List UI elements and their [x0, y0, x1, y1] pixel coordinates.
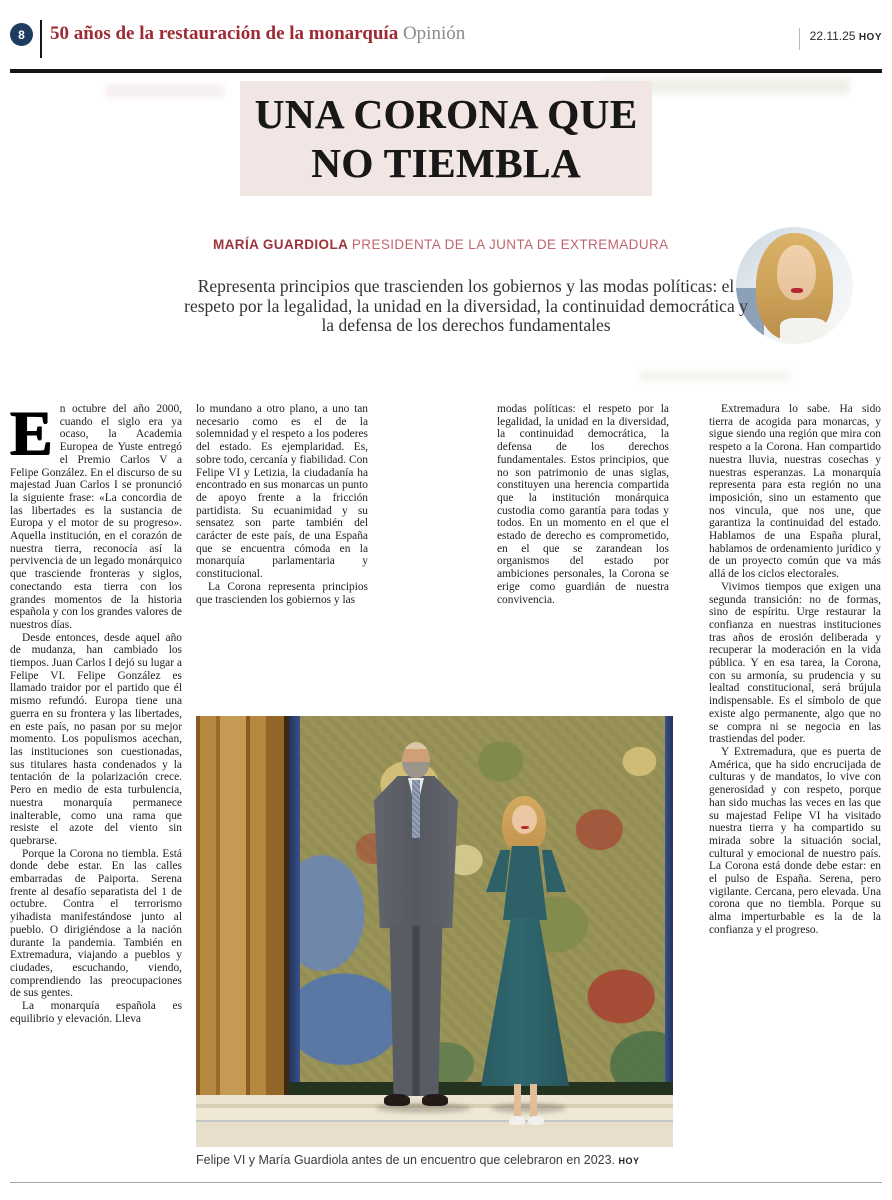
photo-caption — [196, 1153, 676, 1167]
tapestry-border — [665, 716, 673, 1095]
paragraph: modas políticas: el respeto por la legalidad, la unidad en la diversidad, la continuidad democrática, la defensa de los derechos fundamentales. Estos principios, que no son patrimonio de unas siglas, constituyen una herencia compartida que la institución monárquica custodia como garantía para todas y todos. En un momento en el que el estado de derecho es comprometido, en el que se zarandean los organismos del estado por ambiciones personales, la Corona se erige como guardián de nuestra convivencia. — [497, 403, 669, 606]
paragraph: Extremadura lo sabe. Ha sido tierra de acogida para monarcas, y sigue siendo una región que mira con respeto a la Corona. Han compartido nuestra lluvia, nuestras cosechas y nuestras esperanzas. La monarquía representa para esta región no una imposición, sino un estamento que nos vincula, que nos une, que garantiza la continuidad del estado. Hablamos de una España plural, hablamos de ordenamiento jurídico y de un proyecto común que va más allá de los ciclos electorales. — [709, 403, 881, 581]
section-label: Opinión — [402, 23, 466, 44]
article-column-4 — [709, 403, 881, 937]
article-column-3 — [497, 403, 669, 606]
section-title — [50, 23, 465, 45]
trousers — [388, 926, 444, 1096]
caption-text: Felipe VI y María Guardiola antes de un encuentro que celebraron en 2023. — [196, 1153, 616, 1167]
article-column-2 — [196, 403, 368, 606]
paragraph — [10, 397, 182, 632]
print-bleed-artifact — [105, 84, 225, 98]
byline-role: PRESIDENTA DE LA JUNTA DE EXTREMADURA — [351, 237, 669, 252]
byline — [213, 237, 669, 252]
paragraph: lo mundano a otro plano, a uno tan necesario como es el de la solemnidad y el respeto a los poderes del estado. Es ejemplaridad. Es, sobre todo, cercanía y fiabilidad. Con Felipe VI y Letizia, la ciudadanía ha encontrado en sus monarcas un punto de apoyo frente a la fricción partidista. Su ecuanimidad y su sensatez son parte también del carácter de este país, de una España que se encuentra cómoda en la monarquía parlamentaria y constitucional. — [196, 403, 368, 581]
paragraph: Porque la Corona no tiembla. Está donde debe estar. En las calles embarradas de Paiporta. Serena frente al desafío separatista del 1 de octubre. Contra el terrorismo yihadista manifestándose junto al pueblo. O dirigiéndose a la nación durante la pandemia. También en Extremadura, viajando a pueblos y ciudades, escuchando, viendo, comprendiendo las preocupaciones de sus gentes. — [10, 847, 182, 1000]
headline: UNA CORONA QUE NO TIEMBLA — [254, 90, 638, 186]
drop-cap: E — [10, 397, 53, 468]
avatar-lips — [791, 288, 803, 293]
paragraph: Desde entonces, desde aquel año de mudanza, han cambiado los tiempos. Juan Carlos I dejó su lugar a Felipe VI. Felipe González es llamado traidor por el partido que él mismo refundó. Europa tiene una guerra en su frontera y las libertades, en este país, no pasan por su mejor momento. Los populismos acechan, las instituciones son cuestionadas, sus titulares hasta condenados y la tentación de la polarización crece. Pero en medio de esta turbulencia, nuestra monarquía permanece inalterable, como una rama que resiste el azote del viento sin quebrarse. — [10, 631, 182, 847]
paragraph-text: n octubre del año 2000, cuando el siglo era ya ocaso, la Academia Europea de Yuste entregó el Premio Carlos V a Felipe González. En el discurso de su majestad Juan Carlos I se pronunció la siguiente frase: «La concordia de las libertades es la sustancia de Europa y el motor de su progreso». Aquella institución, en el corazón de nuestra tierra, reconocía así la pervivencia de un legado monárquico que trasciende fronteras y siglos, conectando esta tierra con los grandes momentos de la historia española y con los grandes valores de nuestros días. — [10, 403, 182, 631]
page-header — [10, 20, 882, 62]
page-number-badge: 8 — [10, 23, 33, 46]
avatar-shirt — [780, 318, 827, 344]
date-block — [799, 28, 882, 50]
figure-felipe-vi — [364, 742, 468, 1110]
photo-credit: HOY — [618, 1156, 640, 1166]
dress-skirt — [481, 918, 569, 1086]
header-divider — [40, 20, 42, 58]
top-rule — [10, 69, 882, 73]
shoe — [384, 1094, 410, 1106]
shoe — [528, 1116, 544, 1125]
paragraph: La Corona representa principios que trascienden los gobiernos y las — [196, 580, 368, 606]
head — [402, 742, 430, 778]
brand-logo: HOY — [858, 32, 882, 43]
dress-bodice — [503, 846, 547, 920]
bottom-rule — [10, 1182, 882, 1183]
date-text: 22.11.25 — [809, 29, 856, 43]
byline-author: MARÍA GUARDIOLA — [213, 237, 348, 252]
figure-maria-guardiola — [478, 796, 574, 1126]
dress-sleeve — [486, 850, 510, 892]
dress-sleeve — [542, 850, 566, 892]
section-title-text: 50 años de la restauración de la monarquía — [50, 23, 399, 44]
leg — [514, 1084, 521, 1118]
print-bleed-artifact — [640, 370, 790, 382]
paragraph: Vivimos tiempos que exigen una segunda transición: no de formas, sino de espíritu. Urge restaurar la confianza en nuestras instituciones tras años de erosión deliberada y recuperar la moderación en la vida pública. Y en esa tarea, la Corona, con su armonía, su prudencia y su lealtad constitucional, será brújula indispensable. Es el símbolo de que existe algo permanente, algo que no se compra ni se negocia en las trastiendas del poder. — [709, 580, 881, 746]
leg — [530, 1084, 537, 1118]
paragraph: La monarquía española es equilibrio y elevación. Lleva — [10, 1000, 182, 1025]
shoe — [509, 1116, 525, 1125]
article-column-1 — [10, 397, 182, 1025]
face — [512, 805, 537, 834]
shoe — [422, 1094, 448, 1106]
headline-box — [240, 81, 652, 196]
tie — [412, 780, 420, 838]
wood-paneling — [196, 716, 289, 1095]
deck: Representa principios que trascienden los gobiernos y las modas políticas: el respeto por la legalidad, la unidad en la diversidad, la continuidad democrática y la defensa de los derechos fundamentales — [184, 276, 748, 335]
tapestry-border — [289, 716, 300, 1095]
article-photo — [196, 716, 673, 1147]
paragraph: Y Extremadura, que es puerta de América, que ha sido encrucijada de culturas y de mandatos, lo vive con generosidad y con respeto, porque han sido muchas las veces en las que su majestad Felipe VI ha visitado nuestra tierra y ha compartido su mirada sobre la situación social, cultural y emocional de nuestro país. La Corona está donde debe estar: en el pulso de España. Serena, pero vigilante. Cercana, pero elevada. Una corona que no tiembla. Porque su alma imperturbable es la de la confianza y el progreso. — [709, 745, 881, 936]
lips — [521, 826, 529, 829]
